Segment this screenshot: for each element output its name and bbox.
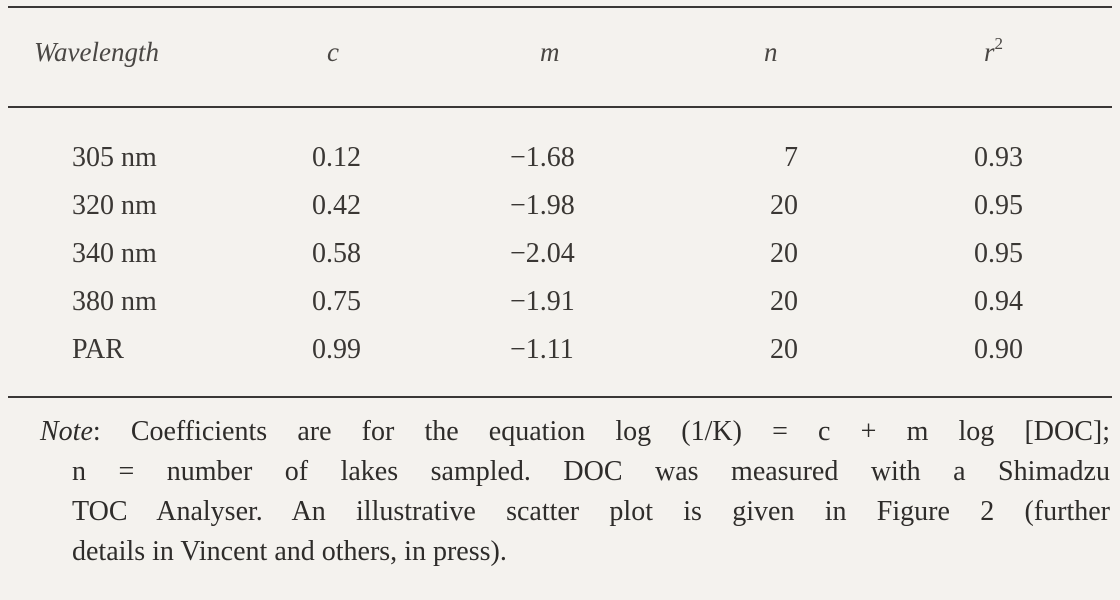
cell-m: −1.11 bbox=[510, 334, 574, 365]
cell-wavelength: 320 nm bbox=[72, 190, 157, 221]
cell-m: −1.68 bbox=[510, 142, 575, 173]
table-top-rule bbox=[8, 6, 1112, 8]
cell-n: 20 bbox=[770, 334, 798, 365]
cell-n: 20 bbox=[770, 190, 798, 221]
cell-wavelength: PAR bbox=[72, 334, 124, 365]
header-n: n bbox=[764, 37, 778, 67]
table-header-rule bbox=[8, 106, 1112, 108]
header-m: m bbox=[540, 37, 560, 67]
cell-c: 0.75 bbox=[312, 286, 361, 317]
table-row bbox=[0, 278, 1120, 326]
cell-wavelength: 340 nm bbox=[72, 238, 157, 269]
cell-c: 0.12 bbox=[312, 142, 361, 173]
header-wavelength: Wavelength bbox=[34, 37, 159, 67]
cell-c: 0.42 bbox=[312, 190, 361, 221]
table-row bbox=[0, 134, 1120, 182]
cell-wavelength: 380 nm bbox=[72, 286, 157, 317]
note-line-2: n = number of lakes sampled. DOC was measured with a Shimadzu bbox=[72, 456, 1110, 487]
cell-n: 20 bbox=[770, 238, 798, 269]
cell-r2: 0.95 bbox=[974, 238, 1023, 269]
cell-m: −2.04 bbox=[510, 238, 575, 269]
cell-c: 0.99 bbox=[312, 334, 361, 365]
table-bottom-rule bbox=[8, 396, 1112, 398]
note-text-1: : Coefficients are for the equation log (1/K) = c + m log [DOC]; bbox=[92, 416, 1110, 447]
note-line-3: TOC Analyser. An illustrative scatter plot is given in Figure 2 (further bbox=[72, 496, 1110, 527]
cell-m: −1.91 bbox=[510, 286, 575, 317]
cell-wavelength: 305 nm bbox=[72, 142, 157, 173]
note-label: Note bbox=[40, 416, 93, 447]
cell-r2: 0.94 bbox=[974, 286, 1023, 317]
header-c: c bbox=[327, 37, 339, 67]
cell-n: 7 bbox=[784, 142, 798, 173]
table-row bbox=[0, 326, 1120, 374]
note-line-4: details in Vincent and others, in press). bbox=[72, 536, 507, 567]
cell-r2: 0.93 bbox=[974, 142, 1023, 173]
cell-m: −1.98 bbox=[510, 190, 575, 221]
header-r-superscript: 2 bbox=[994, 34, 1004, 53]
cell-r2: 0.90 bbox=[974, 334, 1023, 365]
cell-n: 20 bbox=[770, 286, 798, 317]
header-r-squared bbox=[984, 30, 1003, 74]
table-row bbox=[0, 230, 1120, 278]
cell-r2: 0.95 bbox=[974, 190, 1023, 221]
header-r: r bbox=[984, 37, 995, 67]
note-line-1 bbox=[40, 412, 1110, 452]
table-row bbox=[0, 182, 1120, 230]
cell-c: 0.58 bbox=[312, 238, 361, 269]
table-note bbox=[40, 412, 1110, 572]
